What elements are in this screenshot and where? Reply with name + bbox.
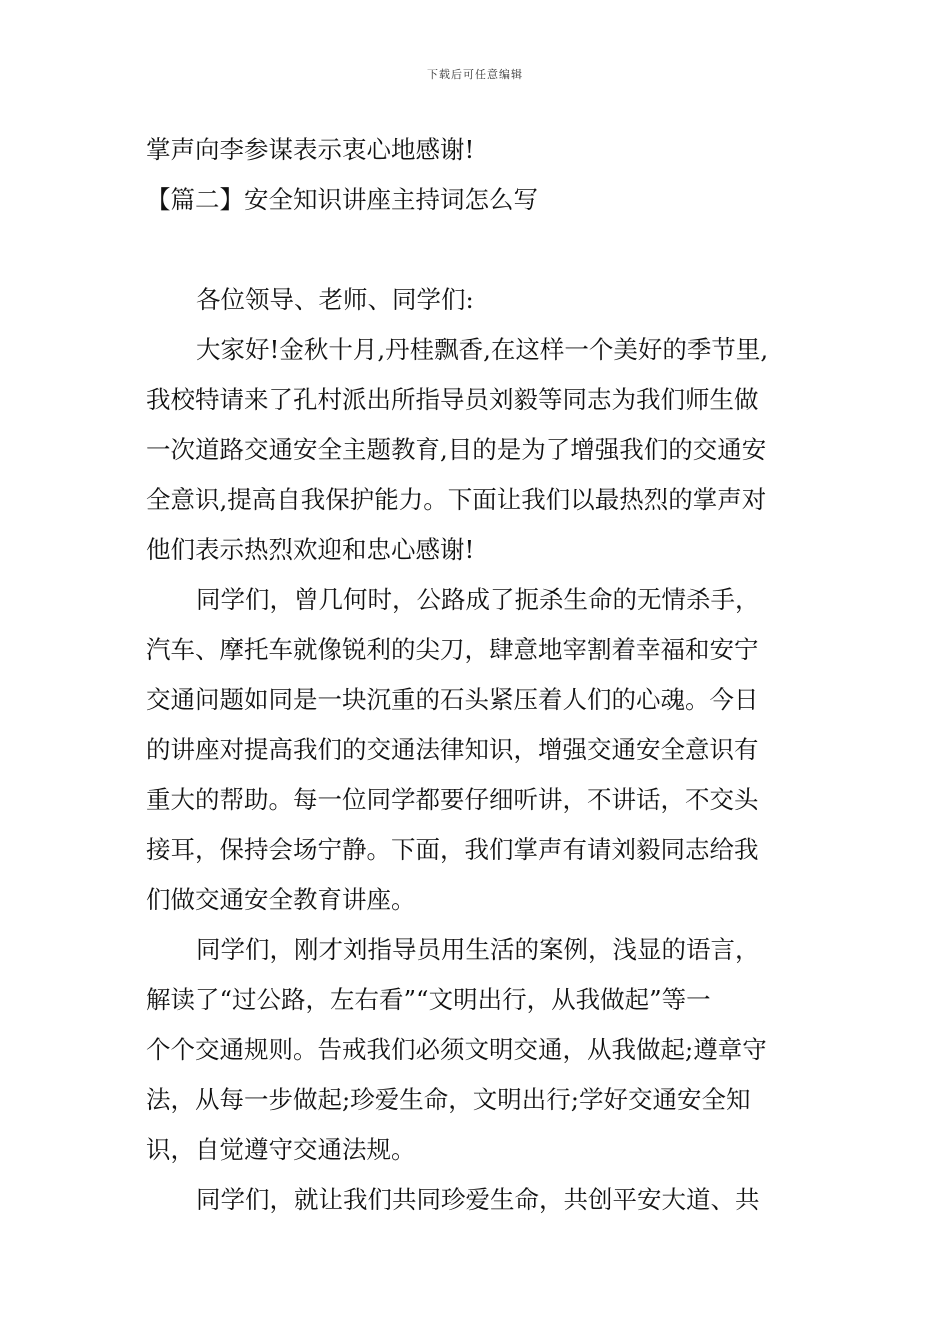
paragraph-line: 解读了“过公路，左右看”“文明出行，从我做起”等一 [146,985,711,1014]
paragraph-line: 同学们，曾几何时，公路成了扼杀生命的无情杀手， [196,585,760,614]
paragraph-line: 全意识,提高自我保护能力。下面让我们以最热烈的掌声对 [146,485,767,514]
paragraph-line: 一次道路交通安全主题教育,目的是为了增强我们的交通安 [146,435,767,464]
text-line: 掌声向李参谋表示衷心地感谢! [146,135,475,164]
paragraph-line: 识，自觉遵守交通法规。 [146,1135,416,1164]
section-heading: 【篇二】安全知识讲座主持词怎么写 [146,185,538,214]
paragraph-line: 他们表示热烈欢迎和忠心感谢! [146,535,475,564]
paragraph-line: 个个交通规则。告戒我们必须文明交通，从我做起;遵章守 [146,1035,767,1064]
header-note: 下载后可任意编辑 [427,68,523,81]
paragraph-line: 接耳，保持会场宁静。下面，我们掌声有请刘毅同志给我 [146,835,759,864]
paragraph-line: 我校特请来了孔村派出所指导员刘毅等同志为我们师生做 [146,385,759,414]
paragraph-line: 法，从每一步做起;珍爱生命，文明出行;学好交通安全知 [146,1085,751,1114]
paragraph-line: 汽车、摩托车就像锐利的尖刀，肆意地宰割着幸福和安宁 [146,635,759,664]
paragraph-line: 们做交通安全教育讲座。 [146,885,416,914]
paragraph-line: 重大的帮助。每一位同学都要仔细听讲，不讲话，不交头 [146,785,759,814]
paragraph-line: 同学们，就让我们共同珍爱生命，共创平安大道、共 [196,1185,760,1214]
paragraph-line: 交通问题如同是一块沉重的石头紧压着人们的心魂。今日 [146,685,759,714]
paragraph-line: 的讲座对提高我们的交通法律知识，增强交通安全意识有 [146,735,759,764]
paragraph-line: 大家好!金秋十月,丹桂飘香,在这样一个美好的季节里, [196,335,769,364]
salutation: 各位领导、老师、同学们: [196,285,474,314]
paragraph-line: 同学们，刚才刘指导员用生活的案例，浅显的语言， [196,935,760,964]
